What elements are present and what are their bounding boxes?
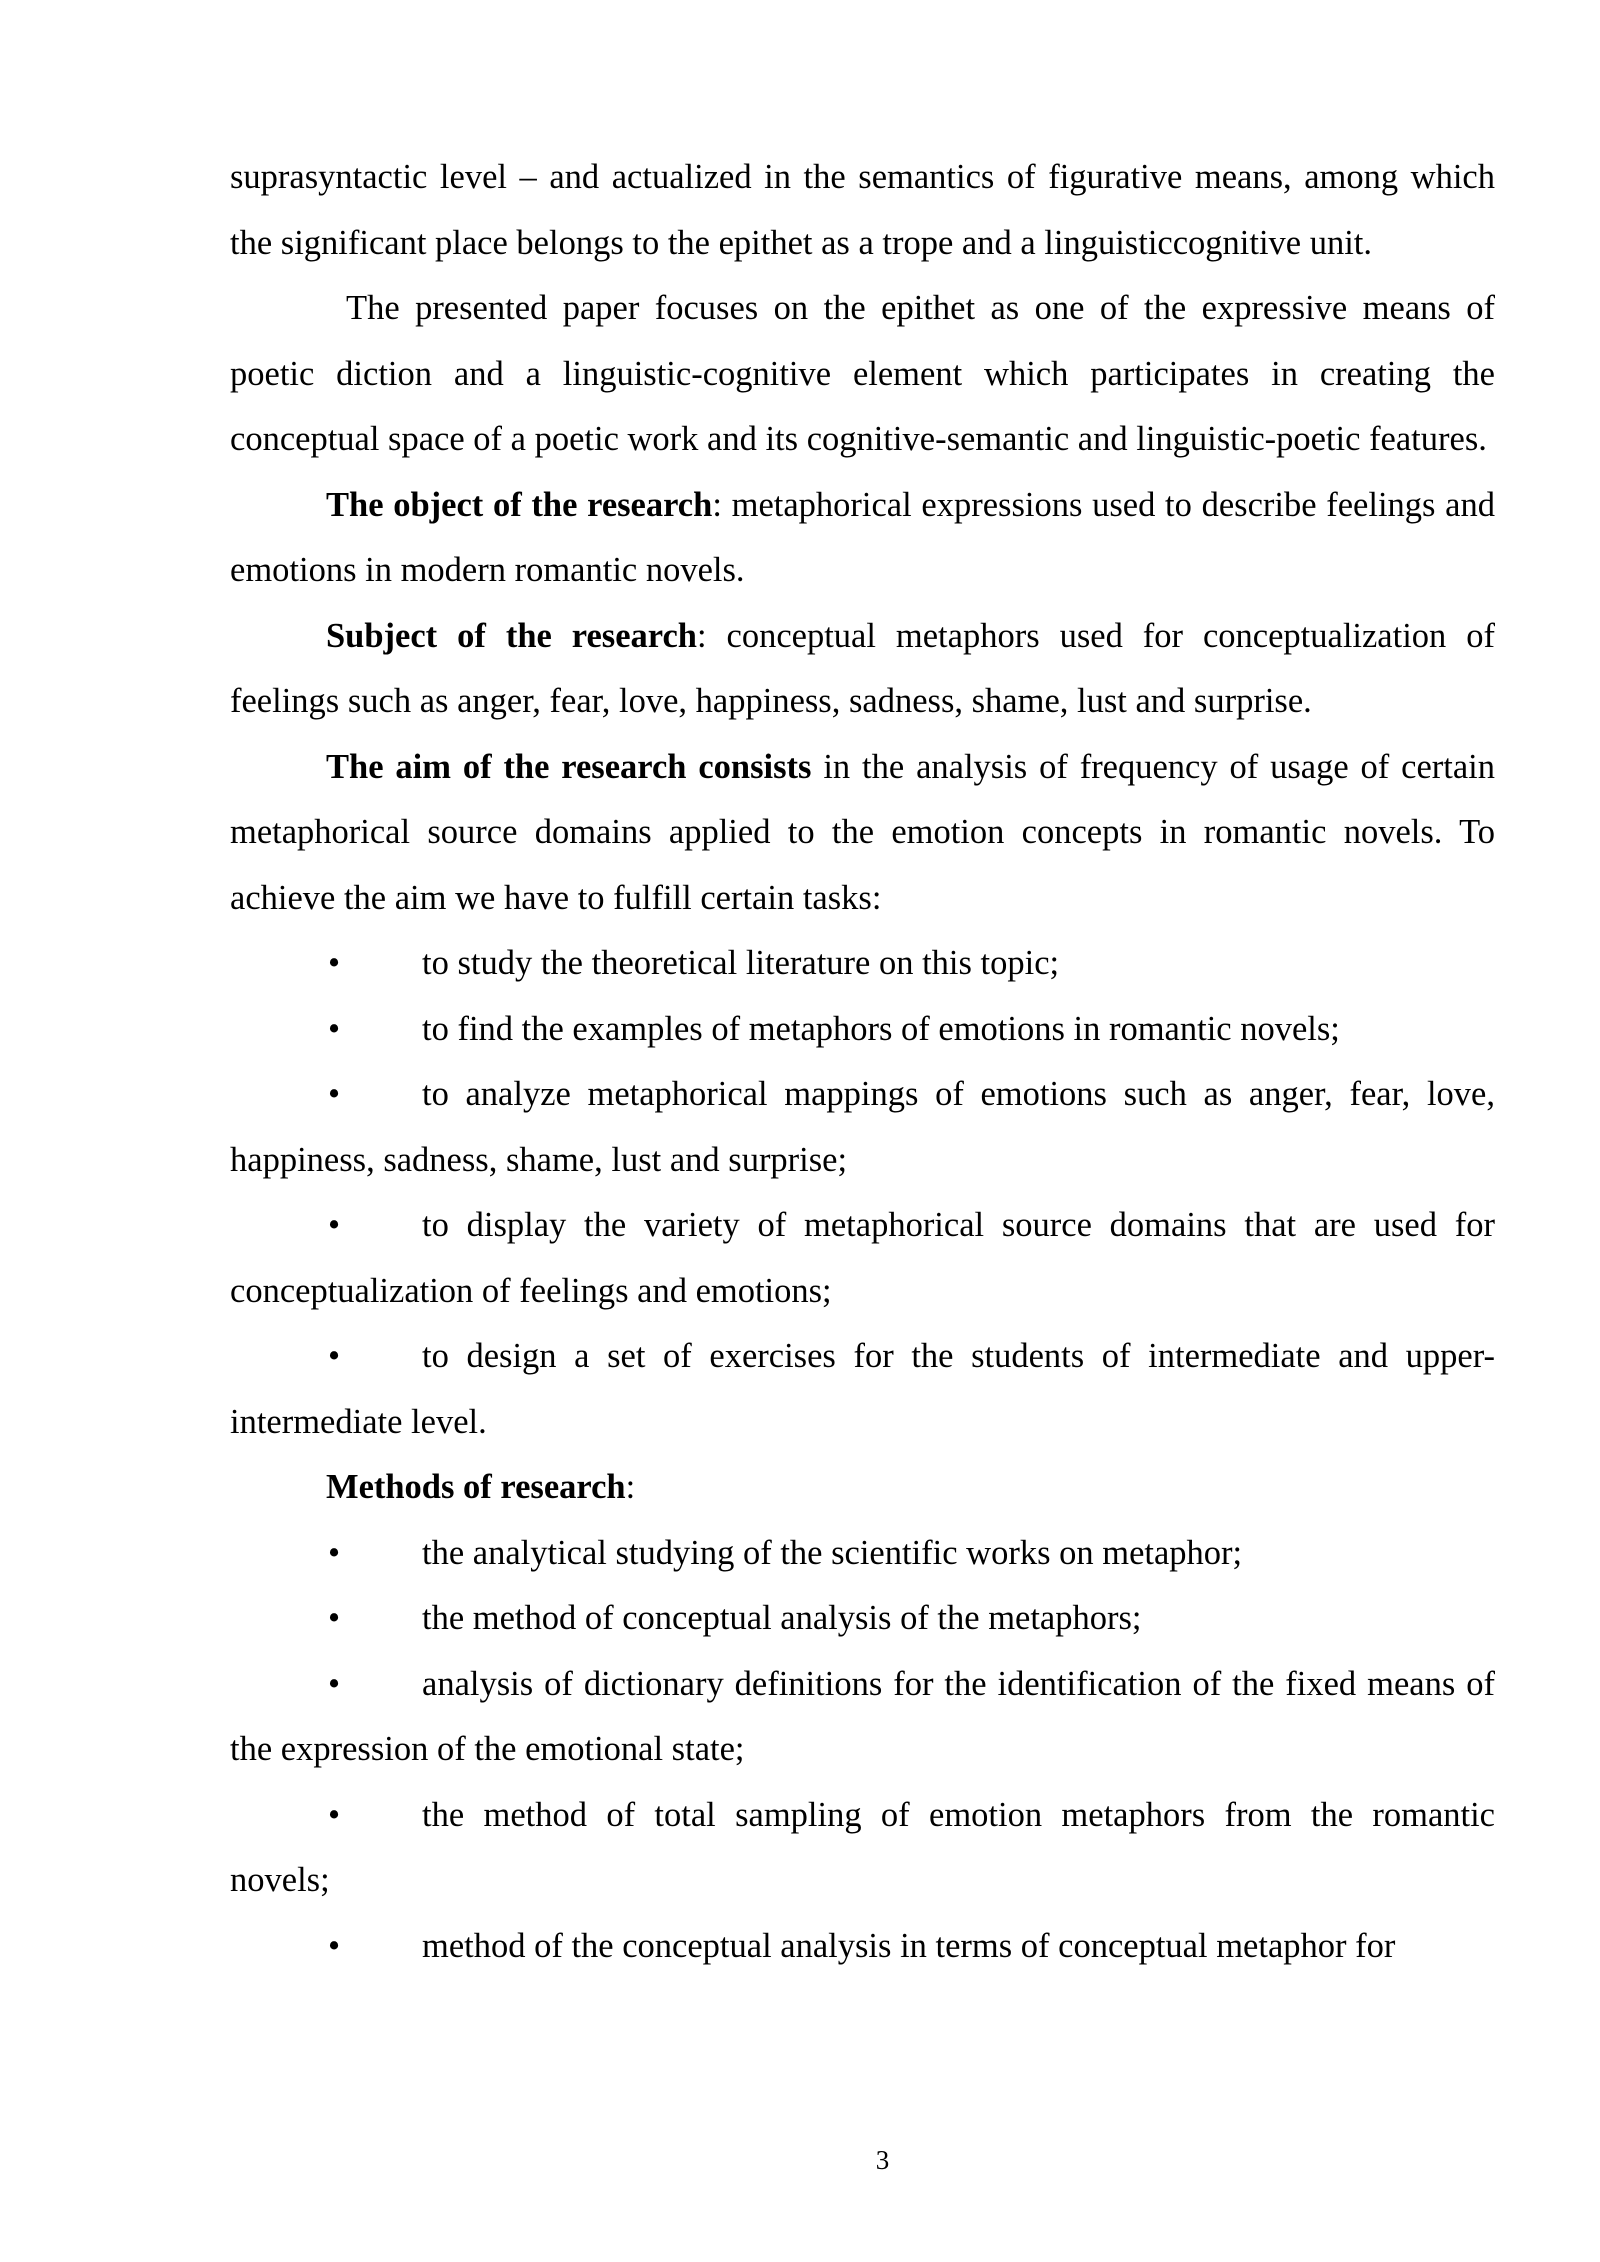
list-item-text: method of the conceptual analysis in terms of conceptual metaphor for (422, 1926, 1396, 1965)
list-item (230, 931, 1495, 997)
list-item-text: the analytical studying of the scientific works on metaphor; (422, 1533, 1243, 1572)
object-text: : metaphorical expressions used to describe feelings and emotions in modern romantic novels. (230, 485, 1495, 589)
paragraph-methods-heading (230, 1455, 1495, 1521)
list-item-text: the method of conceptual analysis of the metaphors; (422, 1599, 1142, 1637)
paragraph-subject (230, 604, 1495, 735)
list-item (230, 1062, 1495, 1193)
list-item-text: to find the examples of metaphors of emotions in romantic novels; (422, 1009, 1340, 1048)
bullet-icon: • (328, 1599, 341, 1637)
list-item-text: to design a set of exercises for the students of intermediate and upper-intermediate level. (230, 1337, 1495, 1441)
paragraph-epithet-focus: The presented paper focuses on the epithet as one of the expressive means of poetic diction and a linguistic-cognitive element which participates in creating the conceptual space of a poetic work and its cognitive-semantic and linguistic-poetic features. (230, 289, 1495, 458)
list-item-text: the method of total sampling of emotion metaphors from the romantic novels; (230, 1795, 1495, 1899)
page-number: 3 (875, 2145, 890, 2175)
list-item-text: to display the variety of metaphorical source domains that are used for conceptualization of feelings and emotions; (230, 1206, 1495, 1310)
bullet-icon: • (328, 944, 341, 982)
list-item (230, 1914, 1495, 1980)
list-item (230, 997, 1495, 1063)
aim-text: in the analysis of frequency of usage of certain metaphorical source domains applied to the emotion concepts in romantic novels. To achieve the aim we have to fulfill certain tasks: (230, 747, 1495, 917)
paragraph-object (230, 473, 1495, 604)
aim-label: The aim of the research consists (326, 747, 812, 786)
bullet-icon: • (328, 1795, 341, 1834)
list-item (230, 1324, 1495, 1455)
bullet-icon: • (328, 1533, 341, 1572)
list-item (230, 1586, 1495, 1652)
bullet-icon: • (328, 1009, 341, 1048)
list-item-text: analysis of dictionary definitions for the identification of the fixed means of the expression of the emotional state; (230, 1664, 1495, 1768)
list-item-text: to analyze metaphorical mappings of emotions such as anger, fear, love, happiness, sadness, shame, lust and surprise; (230, 1075, 1495, 1179)
list-item-text: to study the theoretical literature on this topic; (422, 944, 1060, 982)
tasks-list (230, 931, 1495, 1455)
bullet-icon: • (328, 1664, 341, 1703)
list-item (230, 1521, 1495, 1587)
methods-colon: : (625, 1468, 636, 1506)
bullet-icon: • (328, 1926, 341, 1965)
bullet-icon: • (328, 1206, 341, 1244)
subject-label: Subject of the research (326, 616, 697, 655)
methods-list (230, 1521, 1495, 1980)
page-body (230, 145, 1495, 1979)
list-item (230, 1193, 1495, 1324)
list-item (230, 1652, 1495, 1783)
paragraph-intro-continued: suprasyntactic level – and actualized in the semantics of figurative means, among which the significant place belongs to the epithet as a trope and a linguisticcognitive unit. (230, 158, 1495, 262)
bullet-icon: • (328, 1337, 341, 1375)
subject-text: : conceptual metaphors used for conceptualization of feelings such as anger, fear, love, happiness, sadness, shame, lust and surprise. (230, 616, 1495, 720)
methods-label: Methods of research (326, 1468, 626, 1506)
paragraph-aim (230, 735, 1495, 932)
object-label: The object of the research (326, 485, 713, 524)
bullet-icon: • (328, 1075, 341, 1113)
list-item (230, 1783, 1495, 1914)
